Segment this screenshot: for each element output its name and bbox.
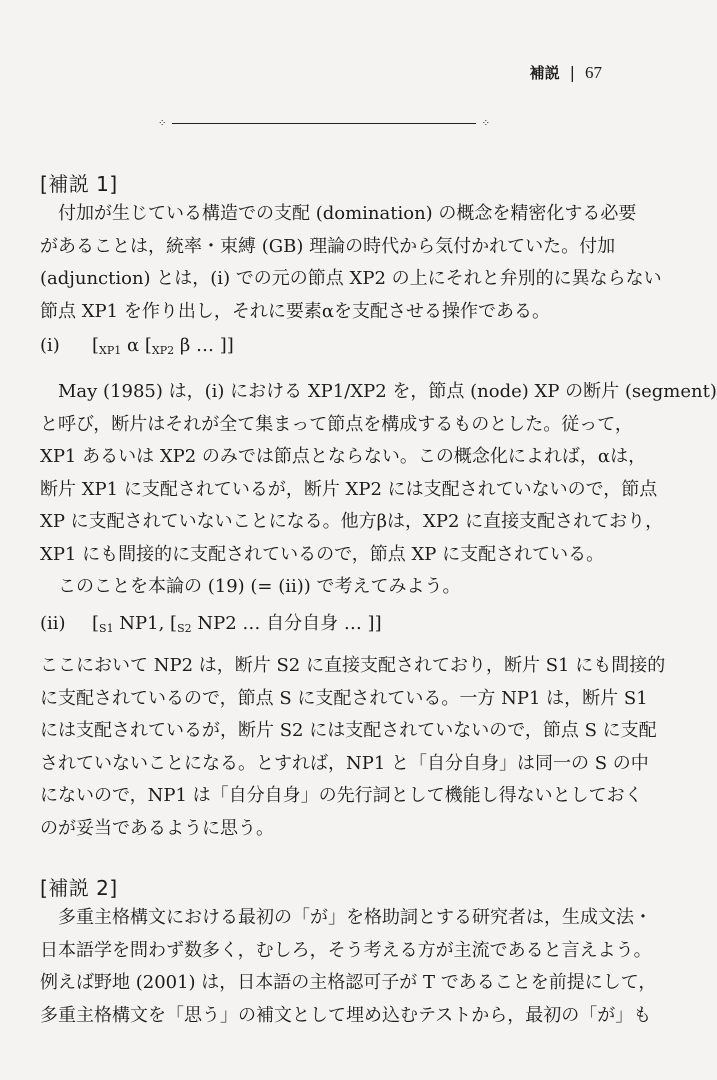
ornament-line: [172, 123, 476, 124]
text-line: May (1985) は，(i) における XP1/XP2 を，節点 (node) XP の断片 (segment): [58, 381, 717, 402]
text-line: にないので，NP1 は「自分自身」の先行詞として機能し得ないとしておく: [40, 785, 643, 806]
subscript: S2: [177, 622, 192, 635]
example-text: NP1, [: [113, 613, 178, 634]
text-line: このことを本論の (19) (= (ii)) で考えてみよう。: [58, 576, 461, 597]
section-heading-2: [補説 2]: [40, 876, 118, 900]
running-header: [530, 62, 602, 83]
example-text: NP2 … 自分自身 … ]]: [191, 613, 382, 634]
paragraph-3: [40, 571, 612, 604]
section-heading-1: [補説 1]: [40, 172, 118, 196]
paragraph-5: [40, 902, 657, 1032]
text-line: (adjunction) とは，(i) での元の節点 XP2 の上にそれと弁別的に異ならない: [40, 268, 662, 289]
text-line: XP1 にも間接的に支配されているので，節点 XP に支配されている。: [40, 543, 605, 565]
example-label: (ii): [40, 613, 66, 634]
text-line: 日本語学を問わず数多く，むしろ，そう考える方が主流であると言えよう。: [40, 939, 652, 961]
text-line: には支配されているが，断片 S2 には支配されていないので，節点 S に支配: [40, 720, 657, 741]
example-ii: [40, 611, 382, 642]
text-line: 節点 XP1 を作り出し，それに要素αを支配させる操作である。: [40, 300, 550, 322]
text-line: XP に支配されていないことになる。他方βは，XP2 に直接支配されており，: [40, 511, 664, 532]
page-number: 67: [585, 62, 602, 82]
bracket: [: [92, 335, 100, 356]
running-header-section: 補説: [529, 64, 560, 82]
ornament-rule: [158, 117, 490, 131]
show-through-text: [395, 66, 406, 82]
running-header-separator: |: [569, 63, 575, 82]
text-line: 例えば野地 (2001) は，日本語の主格認可子が T であることを前提にして，: [40, 972, 657, 993]
example-label: (i): [40, 335, 60, 356]
subscript: S1: [99, 622, 114, 635]
example-text: β … ]]: [174, 335, 234, 356]
subscript: XP2: [151, 344, 175, 357]
paragraph-1: [40, 198, 662, 328]
text-line: に支配されているので，節点 S に支配されている。一方 NP1 は，断片 S1: [40, 687, 648, 709]
example-i: [40, 333, 234, 364]
text-line: 多重主格構文における最初の「が」を格助詞とする研究者は，生成文法・: [58, 907, 652, 928]
bracket: [: [92, 613, 100, 634]
text-line: されていないことになる。とすれば，NP1 と「自分自身」は同一の S の中: [40, 752, 649, 774]
paragraph-4: [40, 650, 666, 845]
text-line: 断片 XP1 に支配されているが，断片 XP2 には支配されていないので，節点: [40, 478, 658, 500]
ornament-left-icon: ⁘: [158, 118, 167, 129]
ornament-right-icon: ⁘: [481, 118, 490, 129]
text-line: ここにおいて NP2 は，断片 S2 に直接支配されており，断片 S1 にも間接的: [40, 655, 666, 676]
subscript: XP1: [99, 344, 122, 357]
text-line: 多重主格構文を「思う」の補文として埋め込むテストから，最初の「が」も: [40, 1004, 652, 1026]
text-line: 付加が生じている構造での支配 (domination) の概念を精密化する必要: [58, 203, 637, 224]
text-line: があることは，統率・束縛 (GB) 理論の時代から気付かれていた。付加: [40, 235, 616, 257]
paragraph-2: [40, 376, 717, 571]
text-line: と呼び，断片はそれが全て集まって節点を構成するものとした。従って，: [40, 413, 633, 435]
text-line: のが妥当であるように思う。: [40, 817, 274, 839]
example-text: α [: [121, 335, 152, 356]
text-line: XP1 あるいは XP2 のみでは節点とならない。この概念化によれば，αは，: [40, 446, 647, 467]
